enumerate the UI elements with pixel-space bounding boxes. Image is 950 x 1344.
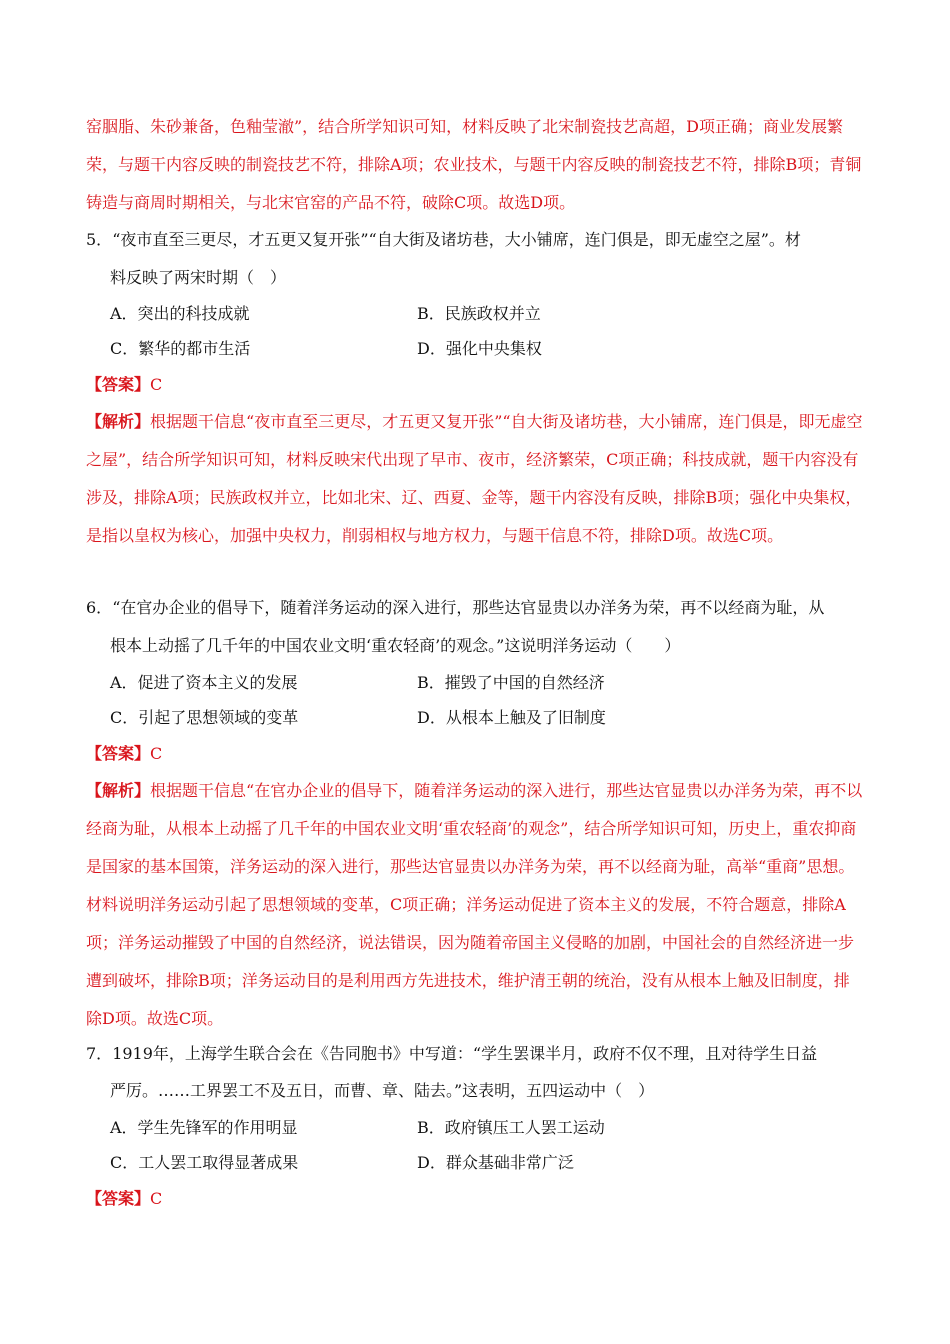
option-a: A．促进了资本主义的发展 <box>110 673 298 692</box>
answer-value: C <box>150 1189 163 1208</box>
option-a: A．突出的科技成就 <box>110 304 250 323</box>
answer-label: 【答案】 <box>86 375 151 394</box>
analysis-paragraph <box>86 772 864 1038</box>
question-5-stem-line2: 料反映了两宋时期（ ） <box>110 268 287 287</box>
analysis-continuation: 窑胭脂、朱砂兼备，色釉莹澈”，结合所学知识可知，材料反映了北宋制瓷技艺高超，D项正确；商业发展繁荣，与题干内容反映的制瓷技艺不符，排除A项；农业技术，与题干内容反映的制瓷技艺不符，排除B项；青铜铸造与商周时期相关，与北宋官窑的产品不符，破除C项。故选D项。 <box>86 117 862 212</box>
analysis-text: 根据题干信息“夜市直至三更尽，才五更又复开张”“自大街及诸坊巷，大小铺席，连门俱是，即无虚空之屋”，结合所学知识可知，材料反映宋代出现了早市、夜市，经济繁荣，C项正确；科技成就，题干内容没有涉及，排除A项；民族政权并立，比如北宋、辽、西夏、金等，题干内容没有反映，排除B项；强化中央集权，是指以皇权为核心，加强中央权力，削弱相权与地方权力，与题干信息不符，排除D项。故选C项。 <box>86 412 863 545</box>
answer-label: 【答案】 <box>86 744 151 763</box>
option-b: B．摧毁了中国的自然经济 <box>417 673 605 692</box>
option-b: B．政府镇压工人罢工运动 <box>417 1118 605 1137</box>
option-d: D．从根本上触及了旧制度 <box>417 708 606 727</box>
analysis-label: 【解析】 <box>86 412 151 431</box>
question-6-stem-line1: 6．“在官办企业的倡导下，随着洋务运动的深入进行，那些达官显贵以办洋务为荣，再不以经商为耻，从 <box>86 598 825 617</box>
answer-line <box>86 735 864 773</box>
option-c: C．繁华的都市生活 <box>110 339 251 358</box>
answer-value: C <box>150 744 163 763</box>
answer-line <box>86 1180 864 1218</box>
option-b: B．民族政权并立 <box>417 304 541 323</box>
answer-line <box>86 366 864 404</box>
question-5-stem-line1: 5．“夜市直至三更尽，才五更又复开张”“自大街及诸坊巷，大小铺席，连门俱是，即无虚空之屋”。材 <box>86 230 801 249</box>
option-d: D．强化中央集权 <box>417 339 542 358</box>
option-d: D．群众基础非常广泛 <box>417 1153 574 1172</box>
question-number: 6． <box>86 598 113 617</box>
option-c: C．引起了思想领域的变革 <box>110 708 299 727</box>
analysis-label: 【解析】 <box>86 781 151 800</box>
answer-value: C <box>150 375 163 394</box>
question-number: 5． <box>86 230 113 249</box>
question-6-stem-line2: 根本上动摇了几千年的中国农业文明‘重农轻商’的观念。”这说明洋务运动（ ） <box>110 636 681 655</box>
option-c: C．工人罢工取得显著成果 <box>110 1153 299 1172</box>
question-7-stem-line2: 严厉。……工界罢工不及五日，而曹、章、陆去。”这表明，五四运动中（ ） <box>110 1081 655 1100</box>
question-7-stem-line1: 7．1919年，上海学生联合会在《告同胞书》中写道：“学生罢课半月，政府不仅不理，且对待学生日益 <box>86 1044 818 1063</box>
question-number: 7． <box>86 1044 113 1063</box>
analysis-text: 根据题干信息“在官办企业的倡导下，随着洋务运动的深入进行，那些达官显贵以办洋务为荣，再不以经商为耻，从根本上动摇了几千年的中国农业文明‘重农轻商’的观念”，结合所学知识可知，历史上，重农抑商是国家的基本国策，洋务运动的深入进行，那些达官显贵以办洋务为荣，再不以经商为耻，高举“重商”思想。材料说明洋务运动引起了思想领域的变革，C项正确；洋务运动促进了资本主义的发展，不符合题意，排除A项；洋务运动摧毁了中国的自然经济，说法错误，因为随着帝国主义侵略的加剧，中国社会的自然经济进一步遭到破坏，排除B项；洋务运动目的是利用西方先进技术，维护清王朝的统治，没有从根本上触及旧制度，排除D项。故选C项。 <box>86 781 863 1028</box>
answer-label: 【答案】 <box>86 1189 151 1208</box>
option-a: A．学生先锋军的作用明显 <box>110 1118 298 1137</box>
analysis-paragraph <box>86 403 864 555</box>
